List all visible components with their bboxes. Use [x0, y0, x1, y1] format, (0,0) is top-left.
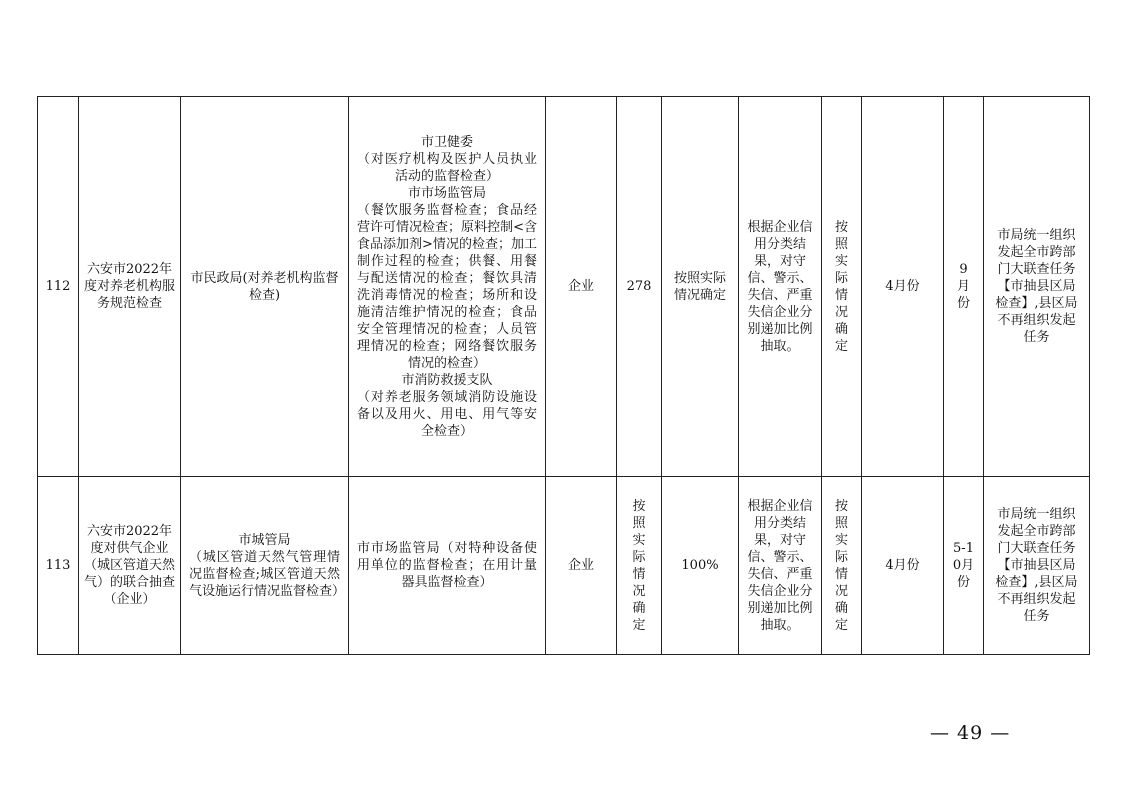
- frequency-cell: 按照实际情况确定: [822, 477, 862, 655]
- joint-dept-market: 市市场监管局: [407, 185, 486, 201]
- lead-department-cell: [181, 477, 349, 655]
- task-name-cell: 六安市2022年度对养老机构服务规范检查: [79, 97, 181, 477]
- object-type-cell: 企业: [546, 477, 617, 655]
- joint-dept-market-scope: （餐饮服务监督检查；食品经营许可情况检查；原料控制<含食品添加剂>情况的检查；加工制作过程的检查；供餐、用餐与配送情况的检查；餐饮具清洗消毒情况的检查；场所和设施清洁维护情况的检查；食品安全管理情况的检查；人员管理情况的检查；网络餐饮服务情况的检查）: [357, 202, 537, 371]
- count-cell: 278: [617, 97, 662, 477]
- joint-dept-fire: 市消防救援支队: [401, 372, 493, 388]
- ratio-cell: 按照实际情况确定: [662, 97, 739, 477]
- page-number: — 49 —: [930, 722, 1011, 744]
- table-row: [38, 477, 1090, 655]
- task-name-cell: 六安市2022年度对供气企业（城区管道天然气）的联合抽查（企业）: [79, 477, 181, 655]
- end-month-cell: 9月份: [944, 97, 984, 477]
- end-month-cell: 5-10月份: [944, 477, 984, 655]
- row-number: 112: [38, 97, 79, 477]
- start-month-cell: 4月份: [862, 97, 944, 477]
- note-cell: 市局统一组织发起全市跨部门大联查任务【市抽县区局检查】,县区局不再组织发起任务: [984, 477, 1090, 655]
- inspection-task-table: [37, 96, 1090, 655]
- joint-dept-health-scope: （对医疗机构及医护人员执业活动的监督检查）: [357, 151, 537, 184]
- start-month-cell: 4月份: [862, 477, 944, 655]
- joint-departments-cell: 市市场监管局（对特种设备使用单位的监督检查；在用计量器具监督检查）: [349, 477, 546, 655]
- table-row: [38, 97, 1090, 477]
- joint-dept-fire-scope: （对养老服务领域消防设施设备以及用火、用电、用气等安全检查）: [357, 389, 537, 439]
- lead-dept-scope: （城区管道天然气管理情况监督检查;城区管道天然气设施运行情况监督检查）: [189, 549, 346, 599]
- joint-departments-cell: [349, 97, 546, 477]
- count-cell: 按照实际情况确定: [617, 477, 662, 655]
- lead-department-cell: 市民政局(对养老机构监督检查): [181, 97, 349, 477]
- lead-dept-title: 市城管局: [238, 532, 291, 548]
- row-number: 113: [38, 477, 79, 655]
- joint-dept-health: 市卫健委: [420, 134, 473, 150]
- note-cell: 市局统一组织发起全市跨部门大联查任务【市抽县区局检查】,县区局不再组织发起任务: [984, 97, 1090, 477]
- object-type-cell: 企业: [546, 97, 617, 477]
- ratio-cell: 100%: [662, 477, 739, 655]
- method-cell: 根据企业信用分类结果，对守信、警示、失信、严重失信企业分别递加比例抽取。: [739, 97, 822, 477]
- method-cell: 根据企业信用分类结果，对守信、警示、失信、严重失信企业分别递加比例抽取。: [739, 477, 822, 655]
- frequency-cell: 按照实际情况确定: [822, 97, 862, 477]
